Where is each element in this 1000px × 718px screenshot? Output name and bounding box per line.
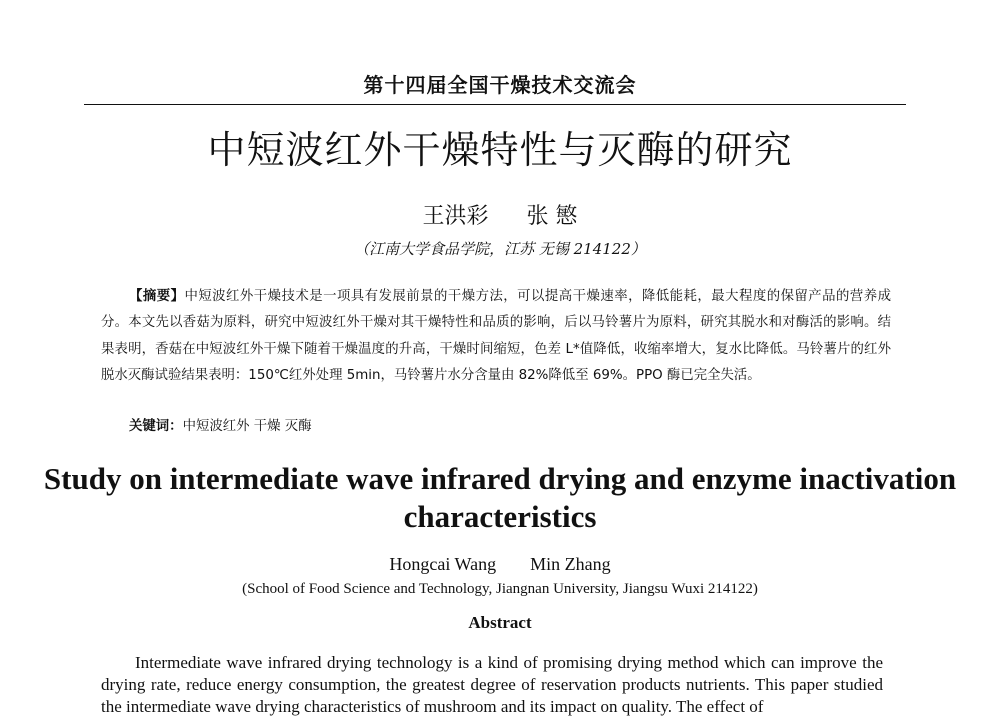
chinese-authors — [0, 203, 1000, 231]
english-affiliation: (School of Food Science and Technology, Jiangnan University, Jiangsu Wuxi 214122) — [242, 581, 758, 597]
english-authors — [0, 552, 1000, 576]
chinese-keywords — [129, 416, 312, 438]
author-1-en: Hongcai Wang — [389, 554, 497, 574]
header-rule — [84, 104, 906, 105]
english-title: Study on intermediate wave infrared drying and enzyme inactivation characteristics — [43, 461, 957, 534]
abstract-heading: Abstract — [468, 613, 532, 632]
author-2-en: Min Zhang — [530, 554, 611, 574]
keywords-text: 中短波红外 干燥 灭酶 — [182, 419, 312, 434]
chinese-affiliation: （江南大学食品学院，江苏 无锡 214122） — [354, 240, 646, 258]
english-abstract: Intermediate wave infrared drying technology is a kind of promising drying method which can improve the drying rate, reduce energy consumption, the greatest degree of reservation products nutrients. This paper studied the intermediate wave drying characteristics of mushroom and its impact on quality. The effect of — [101, 653, 883, 716]
conference-header: 第十四届全国干燥技术交流会 — [363, 73, 637, 97]
abstract-label-cn: 【摘要】 — [129, 289, 185, 304]
author-1-cn: 王洪彩 — [422, 204, 489, 229]
abstract-text-cn: 中短波红外干燥技术是一项具有发展前景的干燥方法，可以提高干燥速率，降低能耗，最大程度的保留产品的营养成分。本文先以香菇为原料，研究中短波红外干燥对其干燥特性和品质的影响，后以马铃薯片为原料，研究其脱水和对酶活的影响。结果表明，香菇在中短波红外干燥下随着干燥温度的升高，干燥时间缩短，色差 L*值降低，收缩率增大，复水比降低。马铃薯片的红外脱水灭酶试验结果表明：150℃红外处理 5min，马铃薯片水分含量由 82%降低至 69%。PPO 酶已完全失活。 — [101, 289, 891, 384]
chinese-title: 中短波红外干燥特性与灭酶的研究 — [207, 128, 793, 172]
chinese-abstract — [101, 284, 891, 390]
author-2-cn: 张 慜 — [526, 204, 578, 229]
keywords-label: 关键词： — [129, 419, 183, 434]
